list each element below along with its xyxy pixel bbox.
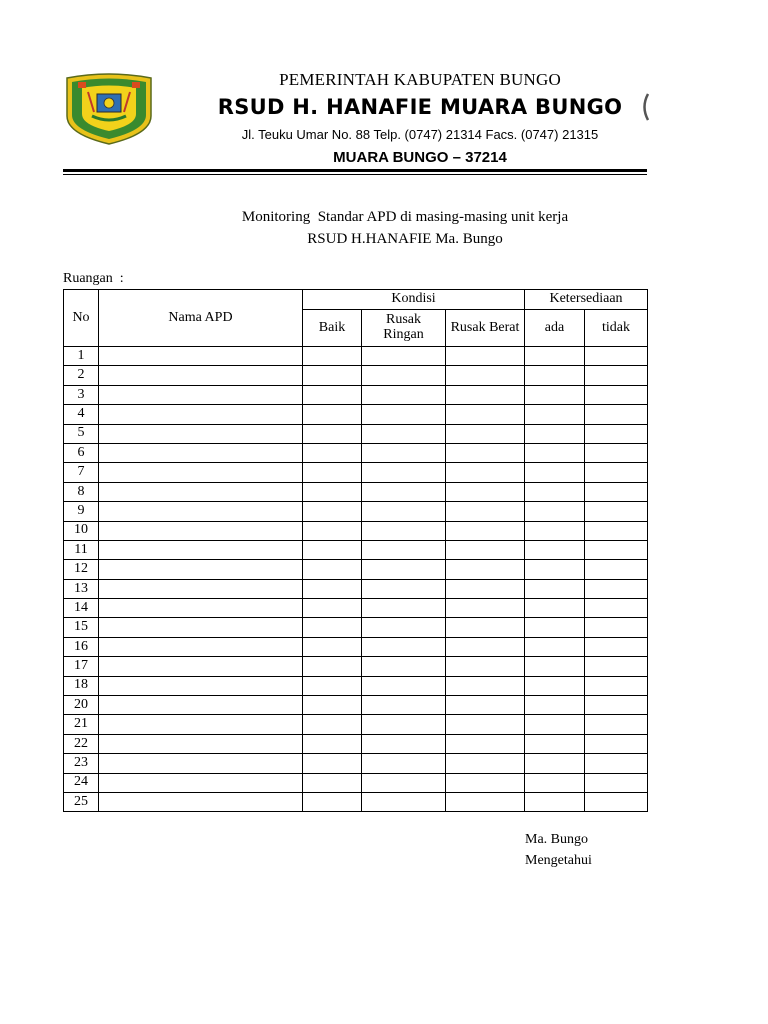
tidak-cell[interactable] [585, 618, 648, 637]
nama-apd-cell[interactable] [99, 676, 303, 695]
nama-apd-cell[interactable] [99, 560, 303, 579]
tidak-cell[interactable] [585, 792, 648, 811]
nama-apd-cell[interactable] [99, 618, 303, 637]
rusak-ringan-cell[interactable] [362, 792, 446, 811]
nama-apd-cell[interactable] [99, 482, 303, 501]
baik-cell[interactable] [303, 463, 362, 482]
baik-cell[interactable] [303, 482, 362, 501]
row-number: 3 [64, 385, 99, 404]
baik-cell[interactable] [303, 599, 362, 618]
table-row [64, 385, 648, 404]
rusak-ringan-cell[interactable] [362, 540, 446, 559]
tidak-cell[interactable] [585, 366, 648, 385]
rusak-ringan-cell[interactable] [362, 482, 446, 501]
header-tidak: tidak [585, 310, 648, 347]
baik-cell[interactable] [303, 424, 362, 443]
rusak-berat-cell[interactable] [446, 579, 525, 598]
row-number: 1 [64, 347, 99, 366]
rusak-ringan-cell[interactable] [362, 502, 446, 521]
rusak-berat-cell[interactable] [446, 443, 525, 462]
ada-cell[interactable] [525, 463, 585, 482]
baik-cell[interactable] [303, 618, 362, 637]
rusak-berat-cell[interactable] [446, 560, 525, 579]
tidak-cell[interactable] [585, 347, 648, 366]
header-rusak-berat: Rusak Berat [446, 310, 525, 347]
row-number: 22 [64, 734, 99, 753]
rusak-berat-cell[interactable] [446, 696, 525, 715]
rusak-ringan-cell[interactable] [362, 696, 446, 715]
row-number: 4 [64, 405, 99, 424]
table-row [64, 443, 648, 462]
nama-apd-cell[interactable] [99, 637, 303, 656]
rusak-berat-cell[interactable] [446, 463, 525, 482]
nama-apd-cell[interactable] [99, 540, 303, 559]
row-number: 16 [64, 637, 99, 656]
ada-cell[interactable] [525, 657, 585, 676]
baik-cell[interactable] [303, 734, 362, 753]
header-ketersediaan: Ketersediaan [525, 290, 648, 310]
nama-apd-cell[interactable] [99, 599, 303, 618]
tidak-cell[interactable] [585, 482, 648, 501]
header-ada: ada [525, 310, 585, 347]
tidak-cell[interactable] [585, 676, 648, 695]
rusak-ringan-cell[interactable] [362, 773, 446, 792]
tidak-cell[interactable] [585, 773, 648, 792]
row-number: 24 [64, 773, 99, 792]
ada-cell[interactable] [525, 676, 585, 695]
rusak-berat-cell[interactable] [446, 773, 525, 792]
document-title: Monitoring Standar APD di masing-masing unit kerja [241, 209, 569, 225]
rusak-berat-cell[interactable] [446, 347, 525, 366]
baik-cell[interactable] [303, 521, 362, 540]
table-row [64, 463, 648, 482]
nama-apd-cell[interactable] [99, 754, 303, 773]
letterhead-divider-thin [63, 174, 647, 175]
ada-cell[interactable] [525, 385, 585, 404]
baik-cell[interactable] [303, 754, 362, 773]
tidak-cell[interactable] [585, 502, 648, 521]
nama-apd-cell[interactable] [99, 502, 303, 521]
rusak-ringan-cell[interactable] [362, 579, 446, 598]
rusak-berat-cell[interactable] [446, 502, 525, 521]
header-baik: Baik [303, 310, 362, 347]
baik-cell[interactable] [303, 637, 362, 656]
nama-apd-cell[interactable] [99, 715, 303, 734]
table-row [64, 540, 648, 559]
row-number: 17 [64, 657, 99, 676]
table-row [64, 599, 648, 618]
signature-acknowledged: Mengetahui [525, 853, 592, 868]
tidak-cell[interactable] [585, 463, 648, 482]
row-number: 21 [64, 715, 99, 734]
baik-cell[interactable] [303, 443, 362, 462]
nama-apd-cell[interactable] [99, 792, 303, 811]
tidak-cell[interactable] [585, 443, 648, 462]
baik-cell[interactable] [303, 540, 362, 559]
tidak-cell[interactable] [585, 521, 648, 540]
baik-cell[interactable] [303, 657, 362, 676]
ada-cell[interactable] [525, 405, 585, 424]
tidak-cell[interactable] [585, 715, 648, 734]
table-row [64, 424, 648, 443]
ada-cell[interactable] [525, 696, 585, 715]
table-row [64, 637, 648, 656]
row-number: 14 [64, 599, 99, 618]
rusak-ringan-cell[interactable] [362, 637, 446, 656]
rusak-ringan-cell[interactable] [362, 734, 446, 753]
header-no: No [64, 290, 99, 347]
ada-cell[interactable] [525, 773, 585, 792]
tidak-cell[interactable] [585, 385, 648, 404]
rusak-ringan-cell[interactable] [362, 405, 446, 424]
nama-apd-cell[interactable] [99, 366, 303, 385]
regency-crest-icon [64, 72, 154, 146]
ada-cell[interactable] [525, 754, 585, 773]
ada-cell[interactable] [525, 792, 585, 811]
hospital-name: RSUD H. HANAFIE MUARA BUNGO [217, 95, 623, 119]
nama-apd-cell[interactable] [99, 443, 303, 462]
rusak-ringan-cell[interactable] [362, 618, 446, 637]
row-number: 23 [64, 754, 99, 773]
row-number: 11 [64, 540, 99, 559]
table-row [64, 366, 648, 385]
nama-apd-cell[interactable] [99, 463, 303, 482]
table-row [64, 715, 648, 734]
rusak-berat-cell[interactable] [446, 366, 525, 385]
tidak-cell[interactable] [585, 734, 648, 753]
header-nama-apd: Nama APD [99, 290, 303, 347]
rusak-berat-cell[interactable] [446, 754, 525, 773]
government-name: PEMERINTAH KABUPATEN BUNGO [279, 70, 561, 89]
nama-apd-cell[interactable] [99, 424, 303, 443]
hospital-city: MUARA BUNGO – 37214 [333, 149, 507, 166]
ada-cell[interactable] [525, 540, 585, 559]
table-row [64, 405, 648, 424]
table-row [64, 579, 648, 598]
row-number: 25 [64, 792, 99, 811]
ada-cell[interactable] [525, 366, 585, 385]
nama-apd-cell[interactable] [99, 734, 303, 753]
ada-cell[interactable] [525, 502, 585, 521]
tidak-cell[interactable] [585, 696, 648, 715]
ada-cell[interactable] [525, 521, 585, 540]
row-number: 10 [64, 521, 99, 540]
tidak-cell[interactable] [585, 405, 648, 424]
hospital-address: Jl. Teuku Umar No. 88 Telp. (0747) 21314 Facs. (0747) 21315 [241, 127, 599, 142]
apd-monitoring-table [63, 289, 648, 812]
rusak-ringan-cell[interactable] [362, 657, 446, 676]
ada-cell[interactable] [525, 715, 585, 734]
baik-cell[interactable] [303, 502, 362, 521]
ada-cell[interactable] [525, 734, 585, 753]
rusak-ringan-cell[interactable] [362, 366, 446, 385]
signature-place: Ma. Bungo [525, 832, 588, 847]
rusak-berat-cell[interactable] [446, 734, 525, 753]
ada-cell[interactable] [525, 618, 585, 637]
table-row [64, 792, 648, 811]
tidak-cell[interactable] [585, 424, 648, 443]
tidak-cell[interactable] [585, 560, 648, 579]
rusak-ringan-cell[interactable] [362, 521, 446, 540]
rusak-berat-cell[interactable] [446, 385, 525, 404]
nama-apd-cell[interactable] [99, 385, 303, 404]
rusak-berat-cell[interactable] [446, 482, 525, 501]
room-label: Ruangan : [63, 271, 124, 286]
table-row [64, 521, 648, 540]
rusak-ringan-cell[interactable] [362, 599, 446, 618]
ada-cell[interactable] [525, 482, 585, 501]
ada-cell[interactable] [525, 443, 585, 462]
nama-apd-cell[interactable] [99, 657, 303, 676]
table-row [64, 734, 648, 753]
rusak-ringan-cell[interactable] [362, 463, 446, 482]
nama-apd-cell[interactable] [99, 773, 303, 792]
baik-cell[interactable] [303, 560, 362, 579]
rusak-berat-cell[interactable] [446, 521, 525, 540]
tidak-cell[interactable] [585, 599, 648, 618]
row-number: 5 [64, 424, 99, 443]
baik-cell[interactable] [303, 366, 362, 385]
tidak-cell[interactable] [585, 579, 648, 598]
rusak-ringan-cell[interactable] [362, 443, 446, 462]
table-row [64, 502, 648, 521]
row-number: 20 [64, 696, 99, 715]
row-number: 13 [64, 579, 99, 598]
row-number: 15 [64, 618, 99, 637]
table-row [64, 773, 648, 792]
table-row [64, 696, 648, 715]
table-body [64, 347, 648, 812]
table-row [64, 618, 648, 637]
ada-cell[interactable] [525, 599, 585, 618]
row-number: 9 [64, 502, 99, 521]
nama-apd-cell[interactable] [99, 579, 303, 598]
tidak-cell[interactable] [585, 540, 648, 559]
rusak-berat-cell[interactable] [446, 540, 525, 559]
rusak-berat-cell[interactable] [446, 618, 525, 637]
row-number: 6 [64, 443, 99, 462]
rusak-berat-cell[interactable] [446, 424, 525, 443]
table-row [64, 560, 648, 579]
ada-cell[interactable] [525, 560, 585, 579]
baik-cell[interactable] [303, 579, 362, 598]
row-number: 7 [64, 463, 99, 482]
ada-cell[interactable] [525, 579, 585, 598]
tidak-cell[interactable] [585, 657, 648, 676]
tidak-cell[interactable] [585, 637, 648, 656]
nama-apd-cell[interactable] [99, 405, 303, 424]
table-row [64, 347, 648, 366]
baik-cell[interactable] [303, 696, 362, 715]
rusak-ringan-cell[interactable] [362, 754, 446, 773]
rusak-berat-cell[interactable] [446, 792, 525, 811]
table-row [64, 657, 648, 676]
rusak-berat-cell[interactable] [446, 599, 525, 618]
nama-apd-cell[interactable] [99, 521, 303, 540]
tidak-cell[interactable] [585, 754, 648, 773]
baik-cell[interactable] [303, 405, 362, 424]
table-row [64, 482, 648, 501]
header-kondisi: Kondisi [303, 290, 525, 310]
header-rusak-ringan: Rusak Ringan [362, 310, 446, 347]
rusak-ringan-cell[interactable] [362, 560, 446, 579]
rusak-berat-cell[interactable] [446, 405, 525, 424]
document-subtitle: RSUD H.HANAFIE Ma. Bungo [307, 231, 503, 247]
row-number: 18 [64, 676, 99, 695]
rusak-berat-cell[interactable] [446, 637, 525, 656]
baik-cell[interactable] [303, 715, 362, 734]
row-number: 8 [64, 482, 99, 501]
rusak-berat-cell[interactable] [446, 715, 525, 734]
baik-cell[interactable] [303, 347, 362, 366]
baik-cell[interactable] [303, 773, 362, 792]
row-number: 2 [64, 366, 99, 385]
baik-cell[interactable] [303, 792, 362, 811]
rusak-ringan-cell[interactable] [362, 347, 446, 366]
ada-cell[interactable] [525, 347, 585, 366]
nama-apd-cell[interactable] [99, 347, 303, 366]
ada-cell[interactable] [525, 424, 585, 443]
rusak-ringan-cell[interactable] [362, 385, 446, 404]
table-row [64, 676, 648, 695]
baik-cell[interactable] [303, 385, 362, 404]
table-row [64, 754, 648, 773]
rusak-ringan-cell[interactable] [362, 424, 446, 443]
row-number: 12 [64, 560, 99, 579]
ada-cell[interactable] [525, 637, 585, 656]
baik-cell[interactable] [303, 676, 362, 695]
rusak-ringan-cell[interactable] [362, 715, 446, 734]
rusak-berat-cell[interactable] [446, 657, 525, 676]
rusak-ringan-cell[interactable] [362, 676, 446, 695]
letterhead-divider-thick [63, 169, 647, 172]
nama-apd-cell[interactable] [99, 696, 303, 715]
rusak-berat-cell[interactable] [446, 676, 525, 695]
